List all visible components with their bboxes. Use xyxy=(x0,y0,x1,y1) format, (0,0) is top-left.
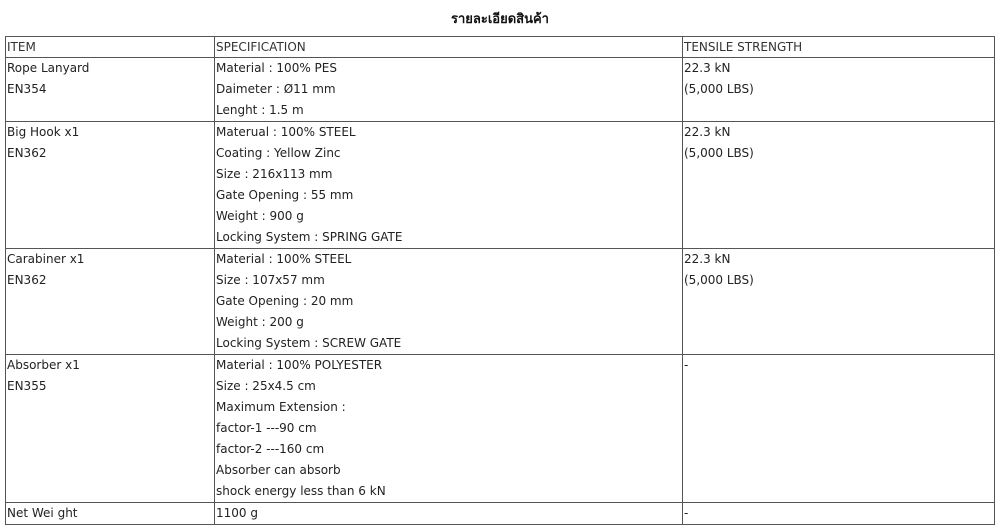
table-row xyxy=(6,249,995,355)
tensile-kn: 22.3 kN xyxy=(684,252,731,266)
table-row xyxy=(6,503,995,525)
tensile-lbs: (5,000 LBS) xyxy=(684,273,754,287)
spec-line: Material : 100% STEEL xyxy=(216,252,352,266)
item-standard: EN355 xyxy=(7,379,47,393)
item-name: Absorber x1 xyxy=(7,358,80,372)
table-row xyxy=(6,58,995,122)
spec-line: Weight : 900 g xyxy=(216,209,304,223)
spec-cell xyxy=(215,58,683,122)
item-cell xyxy=(6,355,215,503)
item-standard: EN354 xyxy=(7,82,47,96)
spec-line: Coating : Yellow Zinc xyxy=(216,146,341,160)
item-cell xyxy=(6,58,215,122)
table-row xyxy=(6,122,995,249)
item-name: Rope Lanyard xyxy=(7,61,90,75)
tensile-cell xyxy=(683,249,995,355)
header-tensile-strength: TENSILE STRENGTH xyxy=(683,37,995,58)
spec-line: Size : 25x4.5 cm xyxy=(216,379,316,393)
spec-line: Locking System : SCREW GATE xyxy=(216,336,402,350)
tensile-cell xyxy=(683,58,995,122)
tensile-kn: 22.3 kN xyxy=(684,125,731,139)
spec-line: factor-2 ---160 cm xyxy=(216,442,325,456)
tensile-cell xyxy=(683,122,995,249)
table-row xyxy=(6,355,995,503)
spec-line: Size : 216x113 mm xyxy=(216,167,333,181)
spec-line: Gate Opening : 55 mm xyxy=(216,188,354,202)
spec-line: Locking System : SPRING GATE xyxy=(216,230,403,244)
header-item: ITEM xyxy=(6,37,215,58)
item-standard: EN362 xyxy=(7,146,47,160)
tensile-cell xyxy=(683,355,995,503)
spec-line: 1100 g xyxy=(216,506,258,520)
spec-line: shock energy less than 6 kN xyxy=(216,484,386,498)
spec-line: Material : 100% POLYESTER xyxy=(216,358,383,372)
spec-line: Absorber can absorb xyxy=(216,463,341,477)
item-name: Carabiner x1 xyxy=(7,252,85,266)
item-cell xyxy=(6,503,215,525)
spec-line: Maximum Extension : xyxy=(216,400,346,414)
spec-line: Daimeter : Ø11 mm xyxy=(216,82,336,96)
item-standard: EN362 xyxy=(7,273,47,287)
spec-line: Gate Opening : 20 mm xyxy=(216,294,354,308)
item-cell xyxy=(6,122,215,249)
spec-line: factor-1 ---90 cm xyxy=(216,421,317,435)
header-specification: SPECIFICATION xyxy=(215,37,683,58)
tensile-value: - xyxy=(684,506,689,520)
spec-line: Lenght : 1.5 m xyxy=(216,103,304,117)
tensile-cell xyxy=(683,503,995,525)
spec-cell xyxy=(215,122,683,249)
spec-cell xyxy=(215,249,683,355)
item-name: Big Hook x1 xyxy=(7,125,80,139)
page-title: รายละเอียดสินค้า xyxy=(451,12,549,27)
tensile-kn: 22.3 kN xyxy=(684,61,731,75)
spec-line: Weight : 200 g xyxy=(216,315,304,329)
tensile-value: - xyxy=(684,358,689,372)
item-name: Net Wei ght xyxy=(7,506,78,520)
spec-line: Materual : 100% STEEL xyxy=(216,125,356,139)
tensile-lbs: (5,000 LBS) xyxy=(684,146,754,160)
spec-cell xyxy=(215,503,683,525)
product-spec-table xyxy=(5,36,995,525)
table-header-row xyxy=(6,37,995,58)
spec-cell xyxy=(215,355,683,503)
spec-line: Material : 100% PES xyxy=(216,61,337,75)
tensile-lbs: (5,000 LBS) xyxy=(684,82,754,96)
item-cell xyxy=(6,249,215,355)
spec-line: Size : 107x57 mm xyxy=(216,273,325,287)
